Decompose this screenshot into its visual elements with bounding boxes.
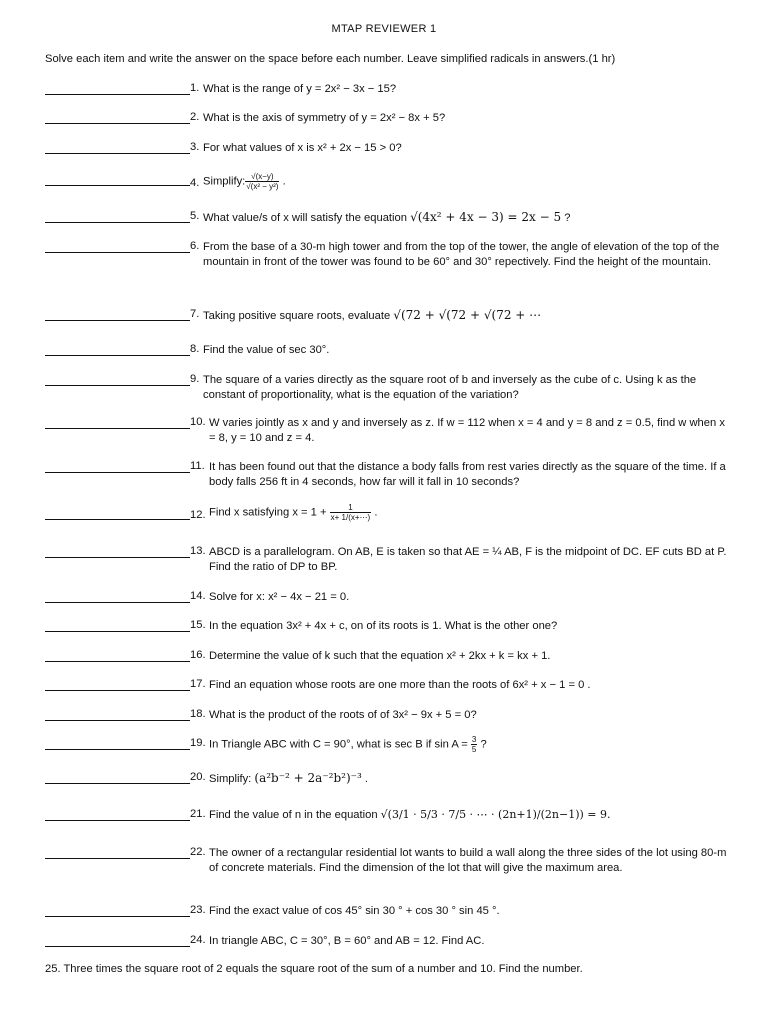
question-text	[209, 503, 734, 522]
question-text-prefix: What value/s of x will satisfy the equation	[203, 212, 407, 224]
question-text: Find the exact value of cos 45° sin 30 ° + cos 30 ° sin 45 °.	[209, 905, 500, 917]
question-text-prefix: In Triangle ABC with C = 90°, what is sec B if sin A =	[209, 738, 468, 751]
question-number: 8.	[190, 343, 200, 355]
question-text: Find an equation whose roots are one more than the roots of 6x² + x − 1 = 0 .	[209, 679, 591, 691]
question-text	[203, 308, 728, 324]
question-12	[45, 503, 730, 531]
question-text: What is the product of the roots of of 3x² − 9x + 5 = 0?	[209, 709, 477, 721]
question-number: 4.	[190, 177, 200, 189]
answer-blank-18[interactable]	[45, 720, 190, 721]
answer-blank-3[interactable]	[45, 153, 190, 154]
question-text: Determine the value of k such that the equation x² + 2kx + k = kx + 1.	[209, 650, 551, 662]
nested-radical: √(72 + √(72 + √(72 + ⋯	[393, 308, 542, 322]
page-title: MTAP REVIEWER 1	[331, 23, 437, 35]
question-number: 19.	[190, 737, 206, 749]
question-14	[45, 590, 730, 606]
question-text	[209, 808, 734, 823]
question-10	[45, 416, 730, 446]
question-text-suffix: .	[374, 506, 378, 519]
continued-fraction	[330, 503, 372, 522]
fraction-denominator: √(x² − y²)	[246, 182, 279, 191]
fraction-numerator: 3	[471, 735, 477, 744]
answer-blank-23[interactable]	[45, 916, 190, 917]
question-number: 14.	[190, 590, 206, 602]
question-number: 9.	[190, 373, 200, 385]
question-number: 17.	[190, 678, 206, 690]
answer-blank-15[interactable]	[45, 631, 190, 632]
answer-blank-19[interactable]	[45, 749, 190, 750]
question-text: Solve for x: x² − 4x − 21 = 0.	[209, 591, 350, 603]
expression: (a²b⁻² + 2a⁻²b²)⁻³	[254, 771, 362, 785]
question-8	[45, 343, 730, 359]
question-6	[45, 240, 730, 286]
fraction	[245, 172, 279, 191]
question-number: 24.	[190, 934, 206, 946]
question-text	[209, 771, 734, 787]
answer-blank-14[interactable]	[45, 602, 190, 603]
question-21	[45, 808, 730, 830]
question-18	[45, 708, 730, 724]
question-number: 6.	[190, 240, 200, 252]
question-1	[45, 82, 730, 98]
question-number: 3.	[190, 141, 200, 153]
question-16	[45, 649, 730, 665]
question-text-prefix: Find the value of n in the equation	[209, 809, 378, 821]
question-text-suffix: .	[364, 773, 369, 785]
question-text: Find the value of sec 30°.	[203, 344, 330, 356]
question-number: 15.	[190, 619, 206, 631]
answer-blank-24[interactable]	[45, 946, 190, 947]
question-text: The owner of a rectangular residential lot wants to build a wall along the three sides of the lot using 80-m of concrete materials. Find the dimension of the lot that will give the maximum area.	[209, 847, 727, 874]
question-text: The square of a varies directly as the square root of b and inversely as the cube of c. Using k as the constant of proportionality, what is the equation of the variation?	[203, 374, 697, 401]
question-number: 1.	[190, 82, 200, 94]
question-number: 16.	[190, 649, 206, 661]
equation: √(4x² + 4x − 3) = 2x − 5	[410, 210, 562, 224]
question-text-prefix: Simplify:	[203, 175, 246, 188]
question-text-suffix: .	[282, 175, 286, 188]
question-20	[45, 771, 730, 789]
question-text: What is the axis of symmetry of y = 2x² − 8x + 5?	[203, 112, 446, 124]
fraction-denominator: x+ 1/(x+⋯)	[330, 513, 371, 522]
question-text: ABCD is a parallelogram. On AB, E is taken so that AE = ¼ AB, F is the midpoint of DC. EF cuts BD at P. Find the ratio of DP to BP.	[209, 546, 727, 573]
answer-blank-13[interactable]	[45, 557, 190, 558]
question-text: What is the range of y = 2x² − 3x − 15?	[203, 83, 397, 95]
question-text	[203, 210, 728, 226]
question-number: 20.	[190, 771, 206, 783]
question-text-prefix: Taking positive square roots, evaluate	[203, 310, 391, 322]
question-25: 25. Three times the square root of 2 equals the square root of the sum of a number and 10. Find the number.	[45, 963, 583, 975]
answer-blank-10[interactable]	[45, 428, 190, 429]
answer-blank-7[interactable]	[45, 320, 190, 321]
fraction-numerator: √(x−y)	[245, 172, 279, 182]
question-5	[45, 210, 730, 228]
answer-blank-22[interactable]	[45, 858, 190, 859]
answer-blank-16[interactable]	[45, 661, 190, 662]
question-24	[45, 934, 730, 950]
answer-blank-9[interactable]	[45, 385, 190, 386]
instructions: Solve each item and write the answer on the space before each number. Leave simplified radicals in answers.(1 hr)	[45, 53, 616, 65]
question-4	[45, 172, 730, 194]
question-text-prefix: Simplify:	[209, 773, 252, 785]
question-13	[45, 545, 730, 575]
answer-blank-12[interactable]	[45, 519, 190, 520]
question-text: From the base of a 30-m high tower and from the top of the tower, the angle of elevation of the top of the mountain in front of the tower was found to be 60° and 30° repectively. Find the height of the mountain.	[203, 241, 720, 268]
answer-blank-21[interactable]	[45, 820, 190, 821]
question-text	[209, 735, 734, 754]
fraction-denominator: 5	[471, 745, 477, 754]
answer-blank-8[interactable]	[45, 355, 190, 356]
answer-blank-6[interactable]	[45, 252, 190, 253]
answer-blank-1[interactable]	[45, 94, 190, 95]
question-text-suffix: ?	[564, 212, 571, 224]
question-19	[45, 737, 730, 759]
question-text: It has been found out that the distance a body falls from rest varies directly as the square of the time. If a body falls 256 ft in 4 seconds, how far will it fall in 10 seconds?	[209, 461, 726, 488]
question-text: For what values of x is x² + 2x − 15 > 0?	[203, 142, 402, 154]
question-7	[45, 308, 730, 328]
question-number: 11.	[190, 460, 205, 472]
question-11	[45, 460, 730, 490]
question-number: 23.	[190, 904, 206, 916]
question-17	[45, 678, 730, 694]
fraction	[471, 735, 477, 754]
question-23	[45, 904, 730, 920]
question-number: 5.	[190, 210, 200, 222]
question-number: 10.	[190, 416, 206, 428]
question-text: In the equation 3x² + 4x + c, on of its roots is 1. What is the other one?	[209, 620, 558, 632]
question-3	[45, 141, 730, 157]
question-22	[45, 846, 730, 892]
question-number: 18.	[190, 708, 206, 720]
answer-blank-17[interactable]	[45, 690, 190, 691]
answer-blank-20[interactable]	[45, 783, 190, 784]
question-15	[45, 619, 730, 635]
question-text-suffix: ?	[480, 738, 487, 751]
equation: √(3/1 · 5/3 · 7/5 · ⋯ · (2n+1)/(2n−1)) = 9.	[380, 808, 611, 821]
answer-blank-5[interactable]	[45, 222, 190, 223]
question-text	[203, 172, 728, 191]
answer-blank-11[interactable]	[45, 472, 190, 473]
question-number: 7.	[190, 308, 200, 320]
question-number: 2.	[190, 111, 200, 123]
answer-blank-2[interactable]	[45, 123, 190, 124]
question-2	[45, 111, 730, 127]
question-number: 12.	[190, 509, 206, 521]
question-9	[45, 373, 730, 403]
answer-blank-4[interactable]	[45, 185, 190, 186]
question-text-prefix: Find x satisfying x = 1 +	[209, 506, 327, 519]
question-number: 21.	[190, 808, 206, 820]
question-text: In triangle ABC, C = 30°, B = 60° and AB = 12. Find AC.	[209, 935, 485, 947]
fraction-numerator: 1	[330, 503, 372, 513]
question-number: 13.	[190, 545, 206, 557]
question-text: W varies jointly as x and y and inversely as z. If w = 112 when x = 4 and y = 8 and z = 0.5, find w when x = 8, y = 10 and z = 4.	[209, 417, 725, 444]
question-number: 22.	[190, 846, 206, 858]
